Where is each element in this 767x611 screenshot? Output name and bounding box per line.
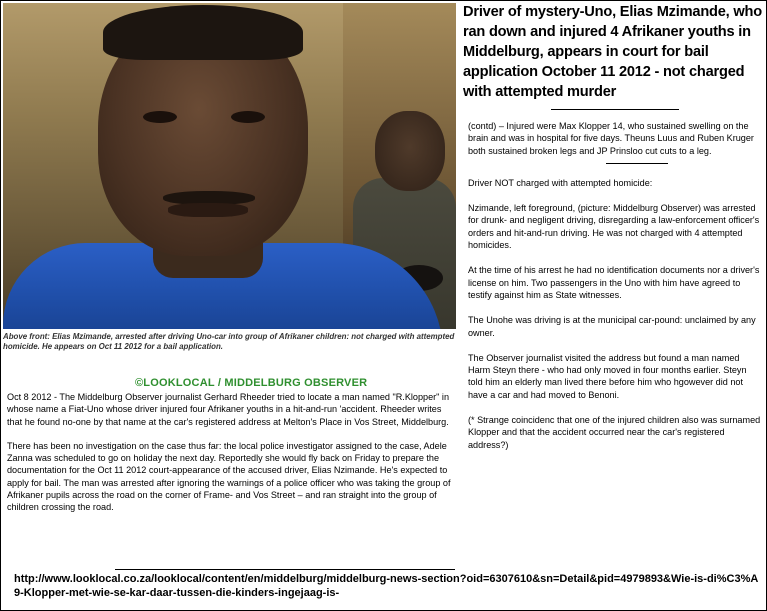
- paragraph-injured: (contd) – Injured were Max Klopper 14, who sustained swelling on the brain and was in hospital for five days. Theuns Luus and Ruben Kruger both sustained broken legs and JP Prinsloo cut cuts to a leg.: [468, 121, 754, 156]
- paragraph-not-charged-heading: Driver NOT charged with attempted homicide:: [468, 177, 653, 188]
- news-photo: [3, 3, 456, 329]
- divider-bottom: [115, 569, 455, 570]
- paragraph-coincidence: (* Strange coincidenc that one of the injured children also was surnamed Klopper and that the accident occurred near the car's registered address?): [468, 415, 761, 450]
- paragraph-no-documents: At the time of his arrest he had no identification documents nor a driver's license on him. Two passengers in the Uno with him have agreed to testify against him as State witnesses.: [468, 265, 760, 300]
- headline: Driver of mystery-Uno, Elias Mzimande, who ran down and injured 4 Afrikaner youths in Middelburg, appears in court for bail application October 11 2012 - not charged with attempted murder: [463, 4, 762, 100]
- paragraph-investigation: There has been no investigation on the case thus far: the local police investigator assigned to the case, Adele Zanna was scheduled to go on holiday the next day. Reportedly she would fly back on Friday to prepare the documentation for the Oct 11 2012 court-appearance of the accused driver, Elias Nzimande. He's expected to apply for bail. The man was arrested after ignoring the warnings of a police officer who was taking the group of Afrikaner pupils across the road on the corner of Frame- and Vos Street – and ran straight into the group of children crossing the road.: [7, 440, 451, 513]
- divider-small: [606, 163, 668, 165]
- paragraph-oct8: Oct 8 2012 - The Middelburg Observer journalist Gerhard Rheeder tried to locate a man named "R.Klopper" in whose name a Fiat-Uno whose driver injured four Afrikaner youths in a hit-and-run 'accident. Rheeder writes that he found no-one by that name at the car's registered address at Melton's Place in Vos Street, Middelburg.: [7, 392, 450, 427]
- photo-caption: Above front: Elias Mzimande, arrested after driving Uno-car into group of Afrikaner children: not charged with attempted homicide. He appears on Oct 11 2012 for a bail application.: [3, 332, 455, 351]
- article-body: [7, 391, 455, 526]
- paragraph-car-pound: The Unohe was driving is at the municipal car-pound: unclaimed by any owner.: [468, 315, 756, 338]
- source-url[interactable]: http://www.looklocal.co.za/looklocal/content/en/middelburg/middelburg-news-section?oid=6307610&sn=Detail&pid=4979893&Wie-is-di%C3%A9-Klopper-met-wie-se-kar-daar-tussen-die-kinders-ingejaag-is-: [14, 573, 759, 599]
- paragraph-address-visit: The Observer journalist visited the address but found a man named Harm Steyn there - who had only moved in four months earlier. Steyn told him an elderly man lived there before him who hgowever did not have a car and had moved to Benoni.: [468, 352, 747, 400]
- right-column: [468, 120, 763, 464]
- source-credit: ©LOOKLOCAL / MIDDELBURG OBSERVER: [135, 377, 368, 389]
- divider: [551, 109, 679, 110]
- paragraph-arrest: Nzimande, left foreground, (picture: Middelburg Observer) was arrested for drunk- and negligent driving, disregarding a law-enforcement officer's orders and hit-and-run driving. He was not charged with 4 attempted homicides.: [468, 203, 760, 251]
